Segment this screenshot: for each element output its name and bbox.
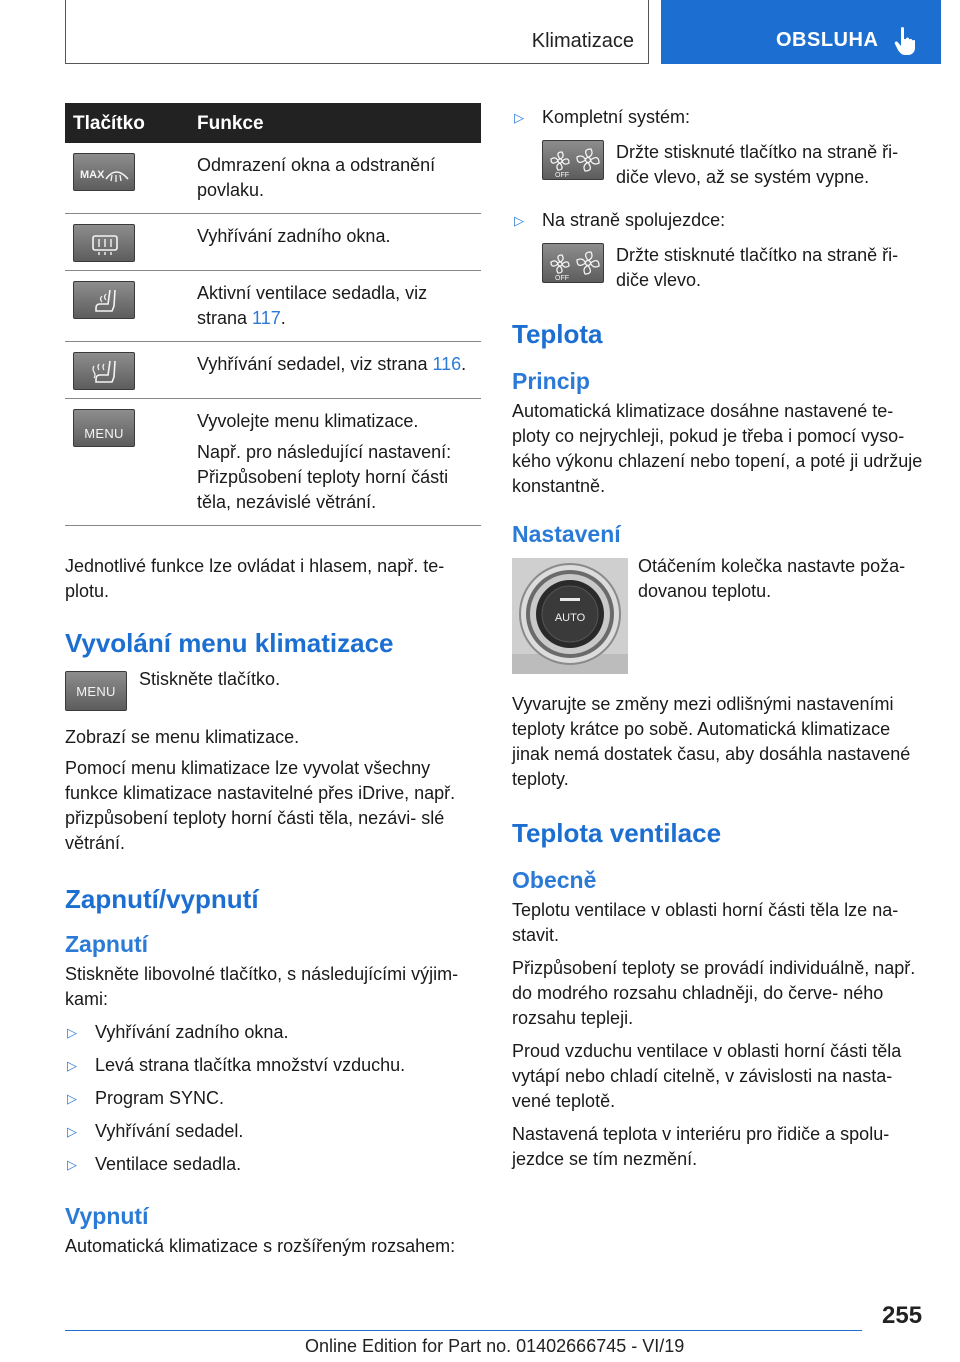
fan-off-row-2 <box>512 239 932 305</box>
svg-text:AUTO: AUTO <box>554 612 586 624</box>
menu-button-icon: MENU <box>65 671 127 711</box>
svg-text:MAX: MAX <box>80 169 105 181</box>
menu-press-row <box>65 671 481 713</box>
max-defrost-icon <box>73 153 135 191</box>
heading-onoff: Zapnutí/vypnutí <box>65 884 259 914</box>
table-row <box>65 271 481 342</box>
on-text: Stiskněte libovolné tlačítko, s následujícími výjim- kami: <box>65 964 459 1009</box>
left-column <box>65 103 481 1259</box>
footer-divider <box>65 1330 862 1331</box>
row-text: Vyhřívání zadního okna. <box>197 226 391 246</box>
svg-text:OFF: OFF <box>555 172 569 179</box>
table-row <box>65 214 481 271</box>
list-item: ▷ Vyhřívání zadního okna. <box>65 1020 481 1045</box>
principle-text: Automatická klimatizace dosáhne nastavené te- ploty co nejrychleji, pokud je třeba i pomocí vyso- kého výkonu chlazení nebo topení, a poté ji udržuje konstantně. <box>512 401 923 496</box>
row-text: Odmrazení okna a odstranění povlaku. <box>197 155 436 200</box>
list-item: ▷ Na straně spolujezdce: <box>512 208 932 233</box>
table-header-function: Funkce <box>185 103 481 143</box>
page-link-116[interactable]: 116 <box>432 354 462 374</box>
heading-vent-temperature: Teplota ventilace <box>512 818 722 848</box>
row-text: Aktivní ventilace sedadla, viz strana 117. <box>197 283 428 328</box>
heading-general: Obecně <box>512 867 597 893</box>
menu-press-text: Stiskněte tlačítko. <box>139 669 281 689</box>
page-number: 255 <box>882 1302 923 1329</box>
item2-text: Držte stisknuté tlačítko na straně ři- diče vlevo. <box>616 245 899 290</box>
table-row <box>65 342 481 399</box>
voice-control-text: Jednotlivé funkce lze ovládat i hlasem, např. te- plotu. <box>65 556 445 601</box>
menu-p2: Pomocí menu klimatizace lze vyvolat všechny funkce klimatizace nastavitelné přes iDrive, např. přizpůsobení teploty horní části těla, nezávi- slé větrání. <box>65 758 456 853</box>
general-p3: Proud vzduchu ventilace v oblasti horní části těla vytápí nebo chladí citelně, v závislosti na nasta- vené teplotě. <box>512 1041 902 1111</box>
row-text: Vyvolejte menu klimatizace. <box>197 411 419 431</box>
table-row <box>65 143 481 214</box>
page-link-117[interactable]: 117 <box>252 308 281 328</box>
fan-off-row <box>512 136 932 202</box>
svg-text:OFF: OFF <box>555 275 569 282</box>
setting-p2: Vyvarujte se změny mezi odlišnými nastaveními teploty krátce po sobě. Automatická klimatizace jinak nemá dostatek času, aby dosáhla nastavené teploty. <box>512 694 911 789</box>
menu-button-icon: MENU <box>73 409 135 447</box>
item1-text: Držte stisknuté tlačítko na straně ři- diče vlevo, až se systém vypne. <box>616 142 899 187</box>
controls-table <box>65 103 481 526</box>
hand-pointer-icon <box>893 26 919 56</box>
general-p2: Přizpůsobení teploty se provádí individuálně, např. do modrého rozsahu chladněji, do červe- ného rozsahu tepleji. <box>512 958 916 1028</box>
off-options-list <box>512 105 932 130</box>
right-column <box>512 103 932 1172</box>
heading-principle: Princip <box>512 368 590 394</box>
list-item: ▷ Ventilace sedadla. <box>65 1152 481 1177</box>
on-exceptions-list <box>65 1020 481 1177</box>
section-label: OBSLUHA <box>776 29 879 51</box>
heading-off: Vypnutí <box>65 1203 149 1229</box>
fan-off-icon <box>542 140 604 180</box>
heading-setting: Nastavení <box>512 521 621 547</box>
general-p4: Nastavená teplota v interiéru pro řidiče a spolu- jezdce se tím nezmění. <box>512 1124 890 1169</box>
knob-row <box>512 554 932 678</box>
header-title-box <box>65 0 649 64</box>
seat-heating-icon <box>73 352 135 390</box>
setting-text: Otáčením kolečka nastavte poža- dovanou teplotu. <box>638 556 906 601</box>
section-tab <box>661 0 941 64</box>
list-item: ▷ Vyhřívání sedadel. <box>65 1119 481 1144</box>
seat-ventilation-icon <box>73 281 135 319</box>
heading-menu: Vyvolání menu klimatizace <box>65 628 394 658</box>
row-text: Např. pro následující nastavení: Přizpůsobení teploty horní části těla, nezávislé větrání. <box>197 442 452 512</box>
temperature-knob-image <box>512 558 628 674</box>
header-title: Klimatizace <box>531 30 634 52</box>
fan-off-icon <box>542 243 604 283</box>
general-p1: Teplotu ventilace v oblasti horní části těla lze na- stavit. <box>512 900 899 945</box>
off-text: Automatická klimatizace s rozšířeným rozsahem: <box>65 1236 456 1256</box>
row-text: Vyhřívání sedadel, viz strana 116. <box>197 354 467 374</box>
list-item: ▷ Kompletní systém: <box>512 105 932 130</box>
list-item: ▷ Levá strana tlačítka množství vzduchu. <box>65 1053 481 1078</box>
table-header-button: Tlačítko <box>65 103 185 143</box>
off-options-list-2 <box>512 208 932 233</box>
edition-text: Online Edition for Part no. 01402666745 - VI/19 <box>305 1336 685 1356</box>
rear-window-heat-icon <box>73 224 135 262</box>
menu-p1: Zobrazí se menu klimatizace. <box>65 727 300 747</box>
heading-temperature: Teplota <box>512 319 603 349</box>
table-row <box>65 399 481 526</box>
heading-on: Zapnutí <box>65 931 149 957</box>
list-item: ▷ Program SYNC. <box>65 1086 481 1111</box>
